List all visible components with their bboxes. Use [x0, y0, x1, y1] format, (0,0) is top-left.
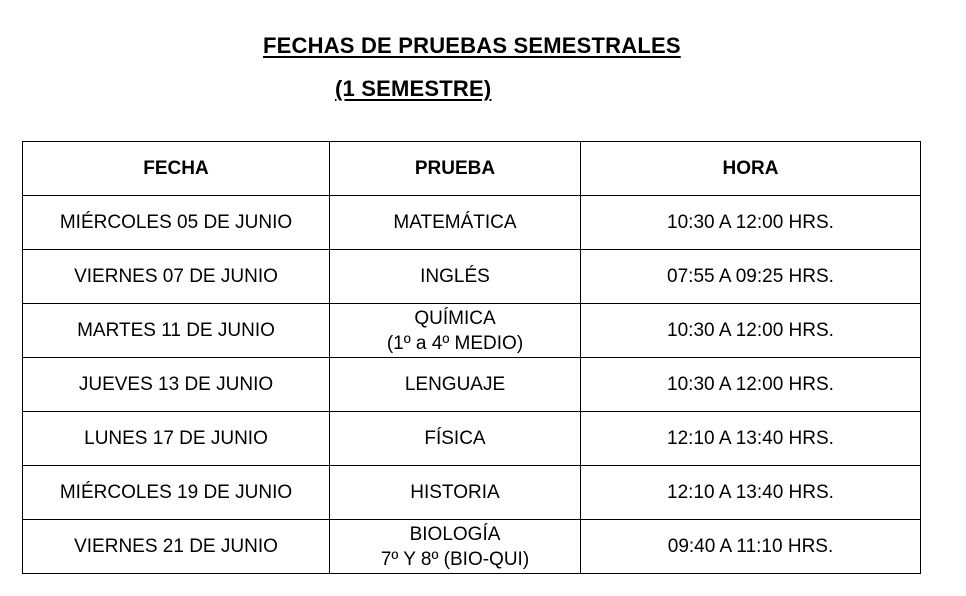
- column-header-hora: HORA: [581, 142, 921, 196]
- prueba-text: FÍSICA: [424, 428, 486, 449]
- fecha-cell: JUEVES 13 DE JUNIO: [23, 358, 330, 412]
- table-row: [23, 304, 921, 358]
- table-row: [23, 196, 921, 250]
- prueba-text: MATEMÁTICA: [393, 212, 517, 233]
- table-row: [23, 520, 921, 574]
- exam-schedule-table: [22, 141, 921, 574]
- fecha-cell: MIÉRCOLES 05 DE JUNIO: [23, 196, 330, 250]
- prueba-cell: [330, 250, 581, 304]
- prueba-text: LENGUAJE: [404, 374, 506, 395]
- hora-cell: 12:10 A 13:40 HRS.: [581, 466, 921, 520]
- table-row: [23, 358, 921, 412]
- table-header-row: [23, 142, 921, 196]
- prueba-text: BIOLOGÍA: [409, 523, 501, 545]
- fecha-cell: VIERNES 07 DE JUNIO: [23, 250, 330, 304]
- prueba-text: INGLÉS: [420, 266, 490, 287]
- prueba-subtext: (1º a 4º MEDIO): [386, 332, 524, 354]
- fecha-cell: VIERNES 21 DE JUNIO: [23, 520, 330, 574]
- hora-cell: 09:40 A 11:10 HRS.: [581, 520, 921, 574]
- hora-cell: 10:30 A 12:00 HRS.: [581, 358, 921, 412]
- prueba-cell: [330, 358, 581, 412]
- hora-cell: 12:10 A 13:40 HRS.: [581, 412, 921, 466]
- prueba-cell: [330, 466, 581, 520]
- prueba-cell: [330, 196, 581, 250]
- fecha-cell: MARTES 11 DE JUNIO: [23, 304, 330, 358]
- column-header-fecha: FECHA: [23, 142, 330, 196]
- fecha-cell: MIÉRCOLES 19 DE JUNIO: [23, 466, 330, 520]
- table-row: [23, 250, 921, 304]
- prueba-cell: [330, 412, 581, 466]
- prueba-cell: [330, 520, 581, 574]
- prueba-cell: [330, 304, 581, 358]
- hora-cell: 10:30 A 12:00 HRS.: [581, 196, 921, 250]
- column-header-prueba: PRUEBA: [330, 142, 581, 196]
- prueba-text: HISTORIA: [410, 482, 500, 503]
- table-row: [23, 466, 921, 520]
- hora-cell: 07:55 A 09:25 HRS.: [581, 250, 921, 304]
- page-title: FECHAS DE PRUEBAS SEMESTRALES: [263, 33, 681, 58]
- fecha-cell: LUNES 17 DE JUNIO: [23, 412, 330, 466]
- prueba-text: QUÍMICA: [414, 307, 496, 329]
- table-row: [23, 412, 921, 466]
- page-subtitle: (1 SEMESTRE): [335, 76, 492, 101]
- prueba-subtext: 7º Y 8º (BIO-QUI): [380, 548, 530, 570]
- hora-cell: 10:30 A 12:00 HRS.: [581, 304, 921, 358]
